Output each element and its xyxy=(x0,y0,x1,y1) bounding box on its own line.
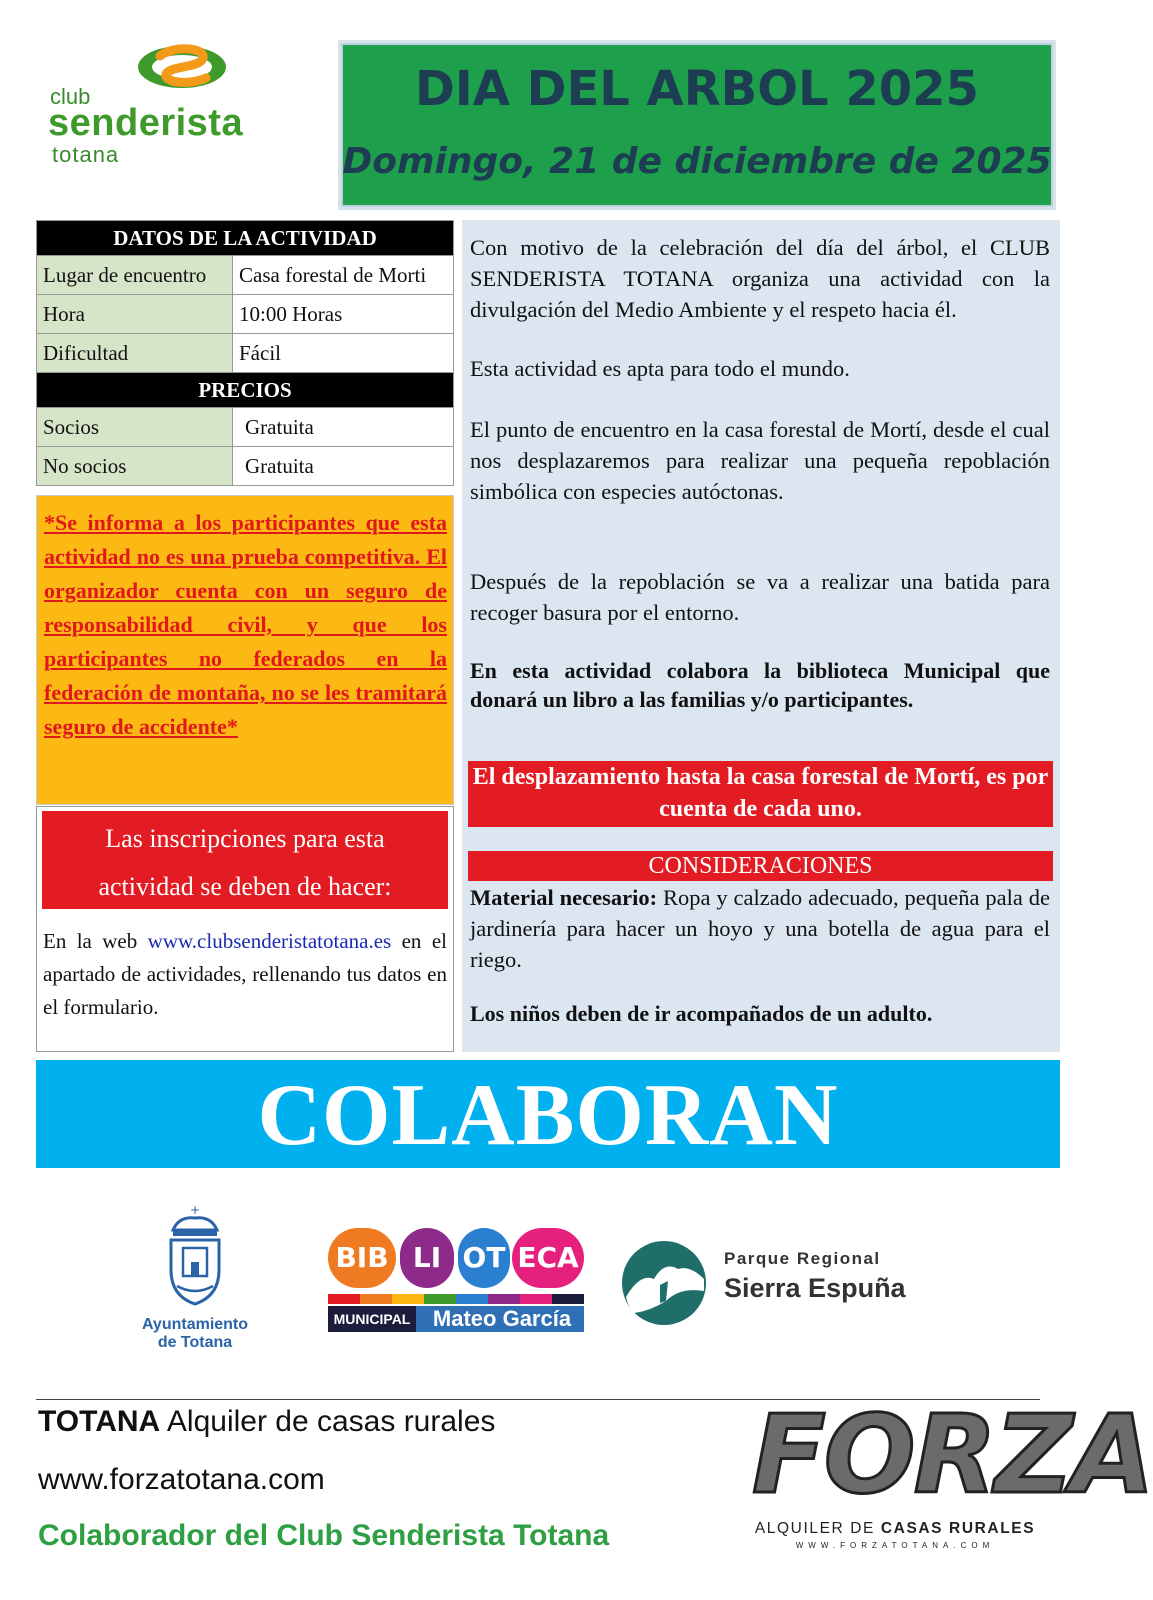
datos-header: DATOS DE LA ACTIVIDAD xyxy=(37,221,454,256)
event-title: DIA DEL ARBOL 2025 xyxy=(415,61,979,117)
sierra-line1: Parque Regional xyxy=(724,1249,881,1268)
row-value: Gratuita xyxy=(233,408,454,447)
row-label: Socios xyxy=(37,408,233,447)
forza-sub-plain: ALQUILER DE xyxy=(754,1520,881,1537)
registration-text-after: en el apartado de actividades, rellenando tus datos en el formulario. xyxy=(43,929,447,1019)
club-website-link[interactable]: www.clubsenderistatotana.es xyxy=(147,929,392,953)
material-text: Ropa y calzado adecuado, pequeña pala de jardinería para hacer un hoyo y una botella de agua para el riego. xyxy=(470,885,1050,972)
footer-line1 xyxy=(38,1405,495,1439)
registration-header-line1: Las inscripciones para esta xyxy=(105,824,385,853)
forza-url: WWW.FORZATOTANA.COM xyxy=(795,1541,995,1550)
description-paragraph: Esta actividad es apta para todo el mundo. xyxy=(470,356,850,381)
colored-stripes-icon xyxy=(328,1294,584,1304)
registration-header xyxy=(42,811,448,909)
logo-word-totana: totana xyxy=(52,142,120,167)
description-paragraph: Después de la repoblación se va a realizar una batida para recoger basura por el entorno. xyxy=(470,569,1050,625)
sierra-espuna-logo xyxy=(620,1235,940,1335)
material-label: Material necesario: xyxy=(470,885,658,910)
footer-collaborator: Colaborador del Club Senderista Totana xyxy=(38,1519,610,1552)
table-row xyxy=(37,334,454,373)
syllable-eca: ECA xyxy=(512,1228,584,1288)
row-value: Gratuita xyxy=(233,447,454,486)
row-label: No socios xyxy=(37,447,233,486)
sierra-line2: Sierra Espuña xyxy=(724,1273,906,1303)
ayuntamiento-logo xyxy=(135,1204,255,1354)
forza-logo xyxy=(752,1393,1153,1556)
mountain-circle-icon xyxy=(620,1239,708,1327)
event-date: Domingo, 21 de diciembre de 2025 xyxy=(342,141,1052,182)
ayuntamiento-line1: Ayuntamiento xyxy=(141,1316,249,1333)
notice-text: *Se informa a los participantes que esta actividad no es una prueba competitiva. El organizador cuenta con un seguro de responsabilidad civil, y que los participantes no federados en la federación de montaña, no se les tramitará seguro de accidente* xyxy=(44,510,447,739)
club-swirl-icon xyxy=(130,42,226,92)
description-paragraph: Con motivo de la celebración del día del árbol, el CLUB SENDERISTA TOTANA organiza una actividad con la divulgación del Medio Ambiente y el respeto hacia él. xyxy=(470,235,1050,322)
registration-box xyxy=(36,806,454,1052)
activity-data-table xyxy=(36,220,454,486)
registration-header-line2: actividad se deben de hacer: xyxy=(98,872,392,901)
forza-sub-bold: CASAS RURALES xyxy=(880,1520,1036,1537)
description-paragraph: El punto de encuentro en la casa forestal de Mortí, desde el cual nos desplazaremos para realizar una pequeña repoblación simbólica con especies autóctonas. xyxy=(470,417,1050,504)
club-senderista-logo xyxy=(44,40,324,170)
material-paragraph xyxy=(470,882,1050,975)
row-label: Dificultad xyxy=(37,334,233,373)
table-row xyxy=(37,447,454,486)
precios-header: PRECIOS xyxy=(37,373,454,408)
row-value: Fácil xyxy=(233,334,454,373)
row-value: 10:00 Horas xyxy=(233,295,454,334)
row-value: Casa forestal de Morti xyxy=(233,256,454,295)
syllable-ot: OT xyxy=(458,1228,510,1288)
table-row xyxy=(37,295,454,334)
title-box xyxy=(338,40,1056,210)
forza-subtitle xyxy=(752,1520,1038,1538)
travel-banner: El desplazamiento hasta la casa forestal de Mortí, es por cuenta de cada uno. xyxy=(468,761,1053,827)
library-paragraph: En esta actividad colabora la biblioteca Municipal que donará un libro a las familias y/o participantes. xyxy=(470,658,1050,712)
biblioteca-name-bar xyxy=(328,1306,584,1332)
colaboran-banner: COLABORAN xyxy=(36,1060,1060,1168)
biblioteca-name: Mateo García xyxy=(432,1306,572,1331)
svg-text:+: + xyxy=(189,1203,201,1217)
insurance-notice xyxy=(36,495,454,805)
footer-rentals: Alquiler de casas rurales xyxy=(160,1405,496,1438)
registration-text xyxy=(43,925,447,1024)
forza-wordmark: FORZA xyxy=(752,1393,1153,1518)
row-label: Lugar de encuentro xyxy=(37,256,233,295)
table-row xyxy=(37,408,454,447)
biblioteca-municipal: MUNICIPAL xyxy=(328,1306,416,1332)
footer-totana: TOTANA xyxy=(38,1405,161,1438)
row-label: Hora xyxy=(37,295,233,334)
ayuntamiento-line2: de Totana xyxy=(157,1334,233,1351)
registration-text-before: En la web xyxy=(43,929,148,953)
syllable-bib: BIB xyxy=(328,1228,396,1288)
logo-word-senderista: senderista xyxy=(48,102,244,144)
consideraciones-header: CONSIDERACIONES xyxy=(468,851,1053,881)
logo-word-club: club xyxy=(50,84,91,109)
syllable-li: LI xyxy=(400,1228,454,1288)
table-row xyxy=(37,256,454,295)
description-panel xyxy=(462,220,1060,1052)
coat-of-arms-icon xyxy=(163,1204,227,1308)
footer-website[interactable]: www.forzatotana.com xyxy=(38,1463,325,1496)
children-note: Los niños deben de ir acompañados de un adulto. xyxy=(470,1001,933,1026)
biblioteca-logo xyxy=(328,1228,584,1348)
